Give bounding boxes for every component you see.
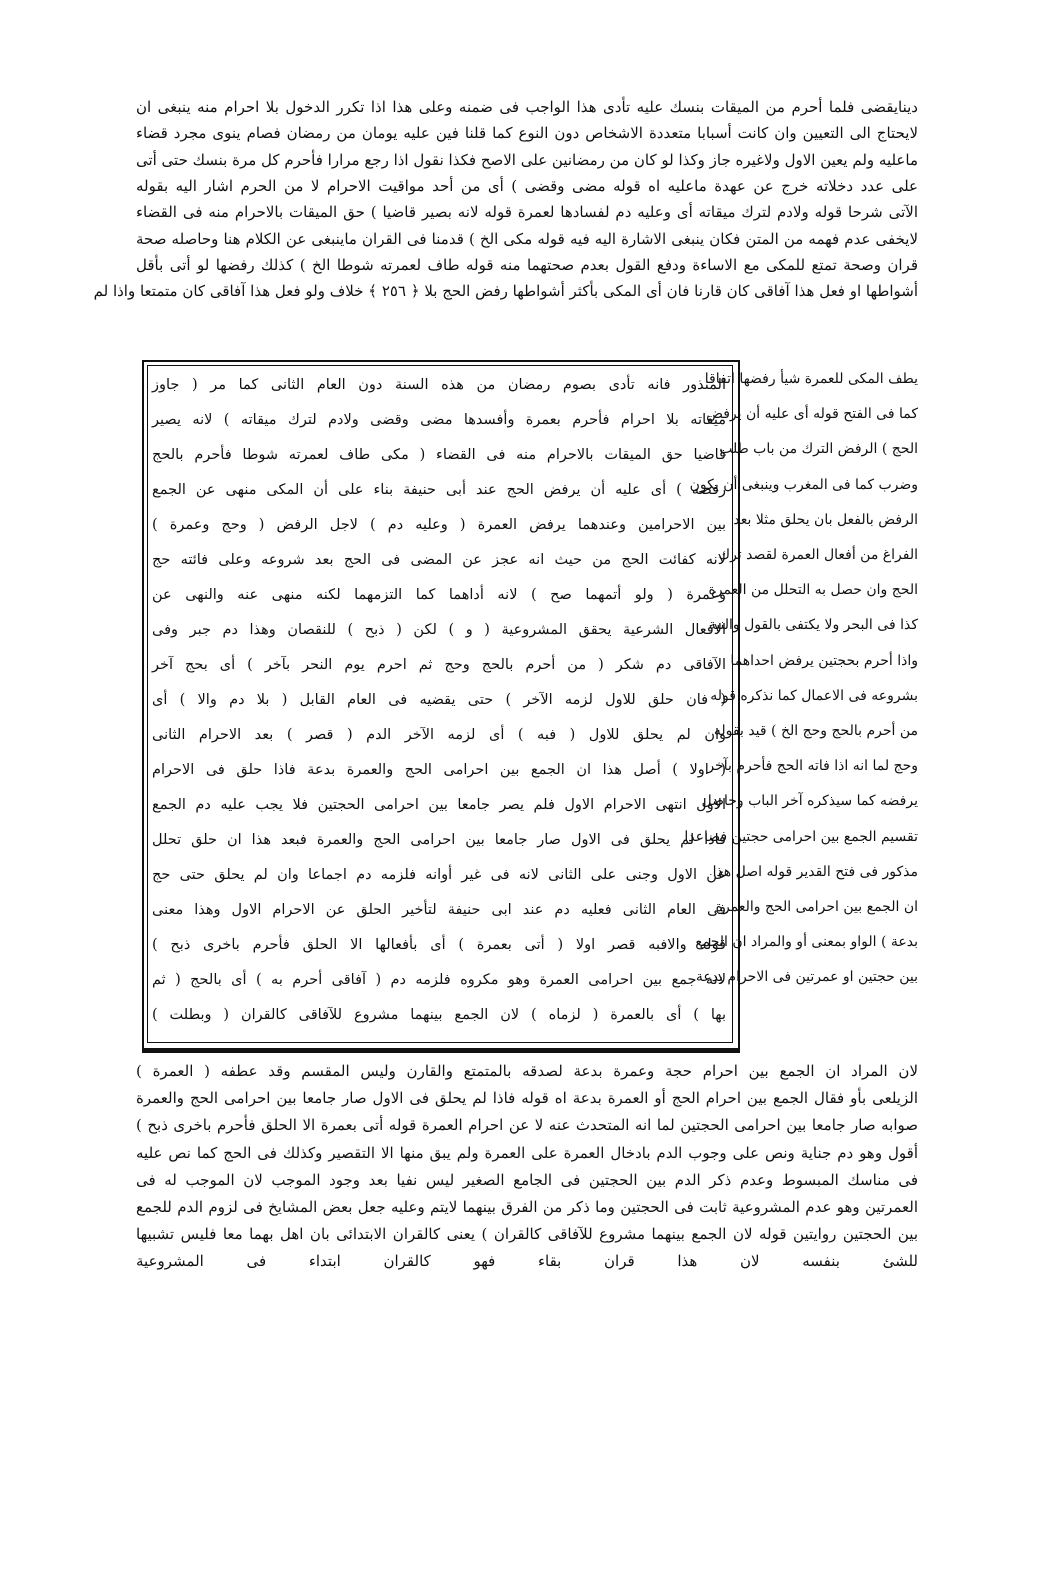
top-commentary-line: أشواطها او فعل هذا آفاقى كان قارنا فان أى المكى بأكثر أشواطها رفض الحج بلا ﴿ ٢٥٦ ﴾ خلاف ولو فعل هذا آفاقى كان متمتعا واذا لم [93,282,918,300]
frame-bottom-rule [142,1050,740,1053]
margin-commentary-line: بدعة ) الواو بمعنى أو والمراد ان الجمع [695,934,918,950]
main-text-line: الآفاقى دم شكر ( من أحرم بالحج وحج ثم احرم يوم النحر بآخر ) أى بحج آخر [152,657,726,673]
bottom-commentary-line: لان المراد ان الجمع بين احرام حجة وعمرة بدعة لصدقه بالمتمتع والقارن وليس المقسم وقد عطفه ( العمرة ) [136,1062,918,1080]
main-text-line: وعمرة ( ولو أتمهما صح ) لانه أداهما كما التزمهما لكنه منهى عنه والنهى عن [152,587,726,603]
top-commentary-line: لايحتاج الى التعيين وان كانت أسبابا متعددة الاشخاص دون النوع كما قلنا فين عليه يومان من رمضان فصام ينوى مجرد قضاء [136,124,918,142]
bottom-commentary-line: فى مناسك المبسوط وعدم ذكر الدم بين الحجتين فى الجامع الصغير ليس نفيا بعد وجود الموجب لان الموجب له فى [136,1171,918,1189]
main-text-line: عن الاول وجنى على الثانى لانه فى غير أوانه فلزمه دم اجماعا وان لم يحلق حتى حج [152,867,726,883]
main-text-line: رفضه ) أى عليه أن يرفض الحج عند أبى حنيفة بناء على أن المكى منهى عن الجمع [152,482,726,498]
main-text-line: قوله والافبه قصر اولا ( أتى بعمرة ) أى بأفعالها الا الحلق فأحرم باخرى ذبح ) [152,937,726,953]
margin-commentary-line: يطف المكى للعمرة شيأ رفضها اتفاقا [704,371,918,387]
main-text-line: ( فان حلق للاول لزمه الآخر ) حتى يقضيه فى العام القابل ( بلا دم والا ) أى [152,692,726,708]
top-commentary-line: ماعليه ولم يعين الاول ولاغيره جاز وكذا لو كان من رمضانين على الاصح فكذا نقول اذا رجع مرارا فأحرم كل مرة بنسك حتى أتى [135,151,918,169]
margin-commentary-line: كذا فى البحر ولا يكتفى بالقول والنية [708,617,918,633]
top-commentary-line: الآتى شرحا قوله ولادم لترك ميقاته أى وعليه دم لفسادها لعمرة قوله لانه بصير قاضيا ) حق الميقات بالاحرام منه فى القضاء [136,203,918,221]
margin-commentary-line: بشروعه فى الاعمال كما نذكره قوله [710,688,918,704]
main-text-line: بها ) أى بالعمرة ( لزماه ) لان الجمع بينهما مشروع للآفاقى كالقران ( وبطلت ) [152,1007,726,1023]
bottom-commentary-line: بين الحجتين روايتين قوله لان الجمع بينهما مشروع للآفاقى كالقران ) يعنى كالقران الابتدائى بان اهل بهما معا فليس تشبيها [136,1225,918,1243]
margin-commentary-line: الفراغ من أفعال العمرة لقصد ترك [718,547,918,563]
margin-commentary-line: الرفض بالفعل بان يحلق مثلا بعد [733,512,918,528]
margin-commentary-line: ان الجمع بين احرامى الحج والعمرة [715,899,918,915]
margin-commentary-line: من أحرم بالحج وحج الخ ) قيد بقوله [713,723,918,739]
margin-commentary-line: واذا أحرم بحجتين يرفض احداهما [730,653,918,669]
top-commentary-line: قران وصحة تمتع للمكى مع الاساءة ودفع القول بعدم صحتهما منه قوله طاف لعمرته شوطا الخ ) كذلك رفضها لو أتى بأقل [136,256,918,274]
bottom-commentary-line: العمرتين وهو عدم المشروعية ثابت فى الحجتين وما ذكر من الفرق بينهما لايتم وعليه جعل بعض المشايخ فى لزوم الدم للجمع [136,1198,918,1216]
bottom-commentary-line: للشئ بنفسه لان هذا قران بقاء فهو كالقران ابتداء فى المشروعية [136,1252,918,1270]
margin-commentary-line: الحج وان حصل به التحلل من العمرة [708,582,918,598]
main-text-line: وان لم يحلق للاول ( فبه ) أى لزمه الآخر الدم ( قصر ) بعد الاحرام الثانى [152,727,726,743]
main-text-line: لانه جمع بين احرامى العمرة وهو مكروه فلزمه دم ( آفاقى أحرم به ) أى بالحج ( ثم [152,972,726,988]
margin-commentary-line: بين حجتين او عمرتين فى الاحرام بدعة [695,969,918,985]
margin-commentary-line: كما فى الفتح قوله أى عليه أن يرفض [706,406,918,422]
main-text-line: فاذا لم يحلق فى الاول صار جامعا بين احرامى الحج والعمرة فبعد هذا ان حلق تحلل [152,832,726,848]
main-text-line: لانه كفائت الحج من حيث انه عجز عن المضى فى الحج بعد شروعه وعلى فائته حج [152,552,726,568]
margin-commentary-line: مذكور فى فتح القدير قوله اصل هذا [712,864,918,880]
bottom-commentary-line: الزيلعى بأو فقال الجمع بين احرام الحج أو العمرة بدعة اه قوله فاذا لم يحلق فى الاول صار جامعا بين احرامى الحج والعمرة [136,1089,918,1107]
main-text-line: الافعال الشرعية يحقق المشروعية ( و ) لكن ( ذبح ) للنقصان وهذا دم جبر وفى [152,622,726,638]
main-text-line: ميقاته بلا احرام فأحرم بعمرة وأفسدها مضى وقضى ولادم لترك ميقاته ) لانه يصير [152,412,726,428]
top-commentary-line: لايخفى عدم فهمه من المتن فكان ينبغى الاشارة اليه فيه قوله مكى الخ ) قدمنا فى القران ماينبغى عن الكلام هنا وحاصله صحة [136,230,918,248]
main-text-line: الاول انتهى الاحرام الاول فلم يصر جامعا بين احرامى الحجتين فلا يجب عليه دم الجمع [152,797,726,813]
top-commentary-line: على عدد دخلاته خرج عن عهدة ماعليه اه قوله مضى وقضى ) أى من أحد مواقيت الاحرام لا من الحرم اشار اليه بقوله [136,177,918,195]
top-commentary-line: دينايقضى فلما أحرم من الميقات بنسك عليه تأدى هذا الواجب فى ضمنه وعلى هذا اذا تكرر الدخول بلا احرام منه ينبغى ان [136,98,918,116]
main-text-line: ( اولا ) أصل هذا ان الجمع بين احرامى الحج والعمرة بدعة فاذا حلق فى الاحرام [152,762,726,778]
main-text-line: بين الاحرامين وعندهما يرفض العمرة ( وعليه دم ) لاجل الرفض ( وحج وعمرة ) [152,517,726,533]
margin-commentary-line: وضرب كما فى المغرب وينبغى أن يكون [689,477,918,493]
main-text-line: قاضيا حق الميقات بالاحرام منه فى القضاء ( مكى طاف لعمرته شوطا فأحرم بالحج [152,447,726,463]
margin-commentary-line: تقسيم الجمع بين احرامى حجتين فصاعدا [684,829,918,845]
bottom-commentary-line: صوابه صار جامعا بين احرامى الحجتين لما انه المتحدث عنه لا عن احرام العمرة قوله أتى بعمرة الا الحلق فأحرم باخرى ذبح ) [136,1116,918,1134]
main-text-line: المنذور فانه تأدى بصوم رمضان من هذه السنة دون العام الثانى كما مر ( جاوز [152,377,726,393]
margin-commentary-line: الحج ) الرفض الترك من باب طلب [719,441,918,457]
margin-commentary-line: يرفضه كما سيذكره آخر الباب وحاصل [701,793,918,809]
main-text-line: فى العام الثانى فعليه دم عند ابى حنيفة لتأخير الحلق عن الاحرام الاول وهذا معنى [152,902,726,918]
margin-commentary-line: وحج لما انه اذا فاته الحج فأحرم بآخر [707,758,918,774]
bottom-commentary-line: أقول وهو دم جناية ونص على وجوب الدم بادخال العمرة على العمرة ولم يبق منها الا التقصير وكذلك فى الحج كما نص عليه [136,1144,918,1162]
